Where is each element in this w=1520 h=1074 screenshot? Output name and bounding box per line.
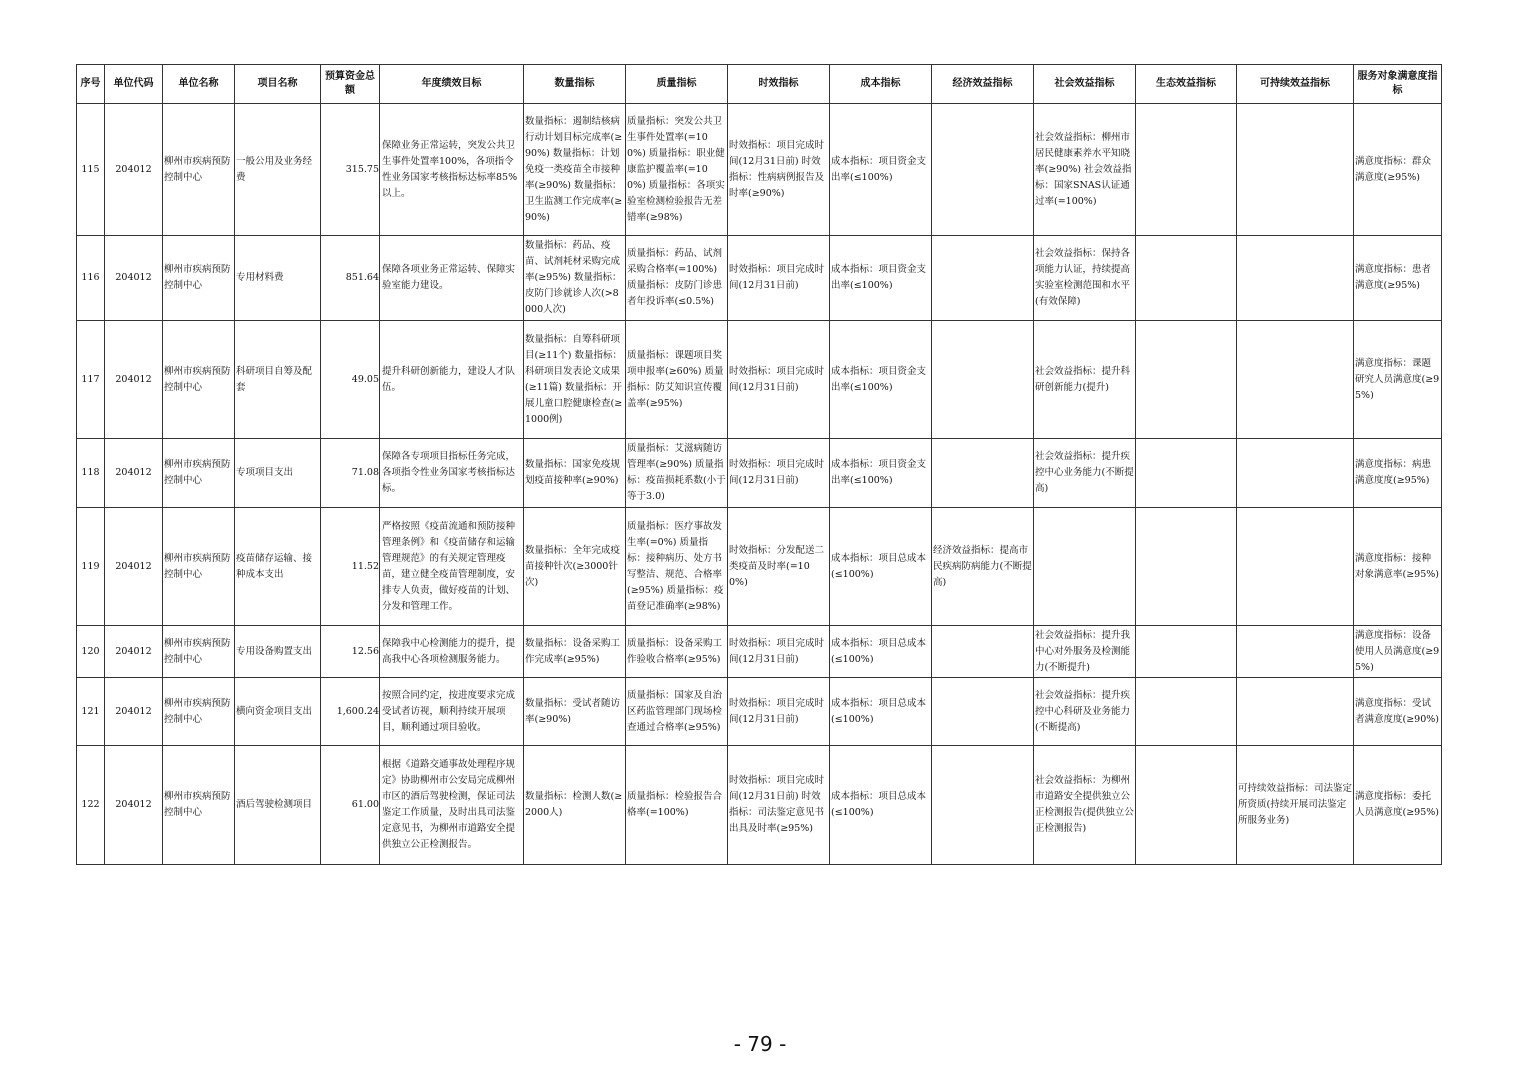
cell-cost: 成本指标：项目资金支出率(≤100%) xyxy=(830,321,932,439)
cell-unit-name: 柳州市疾病预防控制中心 xyxy=(163,321,235,439)
cell-social xyxy=(1034,508,1136,626)
cell-economic xyxy=(932,746,1034,865)
cell-seq: 118 xyxy=(77,439,105,508)
cell-ecological xyxy=(1136,678,1237,746)
cell-ecological xyxy=(1136,439,1237,508)
cell-seq: 117 xyxy=(77,321,105,439)
cell-social: 社会效益指标：柳州市居民健康素养水平知晓率(≥90%) 社会效益指标：国家SNAS认证通过率(=100%) xyxy=(1034,104,1136,236)
cell-satisfaction: 满意度指标：课题研究人员满意度(≥95%) xyxy=(1354,321,1442,439)
cell-unit-name: 柳州市疾病预防控制中心 xyxy=(163,626,235,678)
cell-timeliness: 时效指标：项目完成时间(12月31日前) 时效指标：司法鉴定意见书出具及时率(≥95%) xyxy=(728,746,830,865)
cell-cost: 成本指标：项目资金支出率(≤100%) xyxy=(830,439,932,508)
cell-project-name: 科研项目自筹及配套 xyxy=(235,321,321,439)
cell-social: 社会效益指标：提升科研创新能力(提升) xyxy=(1034,321,1136,439)
table-row xyxy=(77,678,1442,746)
cell-annual-goal: 保障业务正常运转，突发公共卫生事件处置率100%，各项指令性业务国家考核指标达标率85%以上。 xyxy=(380,104,524,236)
cell-satisfaction: 满意度指标：委托人员满意度(≥95%) xyxy=(1354,746,1442,865)
cell-sustainable: 可持续效益指标：司法鉴定所资质(持续开展司法鉴定所服务业务) xyxy=(1237,746,1354,865)
header-budget: 预算资金总额 xyxy=(321,65,380,104)
table-row xyxy=(77,626,1442,678)
cell-cost: 成本指标：项目资金支出率(≤100%) xyxy=(830,236,932,321)
cell-social: 社会效益指标：提升我中心对外服务及检测能力(不断提升) xyxy=(1034,626,1136,678)
cell-unit-code: 204012 xyxy=(105,508,163,626)
header-economic: 经济效益指标 xyxy=(932,65,1034,104)
cell-seq: 122 xyxy=(77,746,105,865)
cell-timeliness: 时效指标：项目完成时间(12月31日前) 时效指标：性病病例报告及时率(≥90%) xyxy=(728,104,830,236)
cell-social: 社会效益指标：提升疾控中心业务能力(不断提高) xyxy=(1034,439,1136,508)
cell-economic xyxy=(932,439,1034,508)
cell-budget: 315.75 xyxy=(321,104,380,236)
cell-ecological xyxy=(1136,746,1237,865)
cell-ecological xyxy=(1136,626,1237,678)
cell-quality: 质量指标：课题项目奖项申报率(≥60%) 质量指标：防艾知识宣传覆盖率(≥95%) xyxy=(626,321,728,439)
cell-quantity: 数量指标：国家免疫规划疫苗接种率(≥90%) xyxy=(524,439,626,508)
cell-timeliness: 时效指标：项目完成时间(12月31日前) xyxy=(728,321,830,439)
header-row xyxy=(77,65,1442,104)
header-timeliness: 时效指标 xyxy=(728,65,830,104)
cell-satisfaction: 满意度指标：设备使用人员满意度(≥95%) xyxy=(1354,626,1442,678)
cell-economic xyxy=(932,626,1034,678)
cell-sustainable xyxy=(1237,439,1354,508)
header-seq: 序号 xyxy=(77,65,105,104)
performance-table xyxy=(76,64,1442,865)
cell-economic: 经济效益指标：提高市民疾病防病能力(不断提高) xyxy=(932,508,1034,626)
cell-ecological xyxy=(1136,321,1237,439)
table-row xyxy=(77,236,1442,321)
cell-seq: 119 xyxy=(77,508,105,626)
cell-unit-code: 204012 xyxy=(105,626,163,678)
header-satisfaction: 服务对象满意度指标 xyxy=(1354,65,1442,104)
cell-budget: 49.05 xyxy=(321,321,380,439)
cell-quality: 质量指标：药品、试剂采购合格率(=100%) 质量指标：皮防门诊患者年投诉率(≤0.5%) xyxy=(626,236,728,321)
cell-annual-goal: 保障各专项项目指标任务完成，各项指令性业务国家考核指标达标。 xyxy=(380,439,524,508)
cell-unit-name: 柳州市疾病预防控制中心 xyxy=(163,439,235,508)
cell-sustainable xyxy=(1237,626,1354,678)
cell-seq: 120 xyxy=(77,626,105,678)
cell-sustainable xyxy=(1237,678,1354,746)
cell-satisfaction: 满意度指标：接种对象满意率(≥95%) xyxy=(1354,508,1442,626)
cell-unit-name: 柳州市疾病预防控制中心 xyxy=(163,746,235,865)
cell-seq: 116 xyxy=(77,236,105,321)
page-number: - 79 - xyxy=(733,1032,787,1056)
cell-quantity: 数量指标：自筹科研项目(≥11个) 数量指标：科研项目发表论文成果(≥11篇) 数量指标：开展儿童口腔健康检查(≥1000例) xyxy=(524,321,626,439)
cell-project-name: 横向资金项目支出 xyxy=(235,678,321,746)
cell-budget: 11.52 xyxy=(321,508,380,626)
cell-satisfaction: 满意度指标：受试者满意度度(≥90%) xyxy=(1354,678,1442,746)
cell-cost: 成本指标：项目总成本(≤100%) xyxy=(830,746,932,865)
cell-seq: 121 xyxy=(77,678,105,746)
cell-quantity: 数量指标：遏制结核病行动计划目标完成率(≥90%) 数量指标：计划免疫一类疫苗全市接种率(≥90%) 数量指标：卫生监测工作完成率(≥90%) xyxy=(524,104,626,236)
cell-unit-name: 柳州市疾病预防控制中心 xyxy=(163,104,235,236)
cell-seq: 115 xyxy=(77,104,105,236)
cell-budget: 851.64 xyxy=(321,236,380,321)
cell-quality: 质量指标：设备采购工作验收合格率(≥95%) xyxy=(626,626,728,678)
cell-ecological xyxy=(1136,508,1237,626)
cell-project-name: 专项项目支出 xyxy=(235,439,321,508)
cell-budget: 71.08 xyxy=(321,439,380,508)
table-row xyxy=(77,439,1442,508)
cell-budget: 1,600.24 xyxy=(321,678,380,746)
cell-unit-code: 204012 xyxy=(105,321,163,439)
table-row xyxy=(77,321,1442,439)
cell-economic xyxy=(932,321,1034,439)
cell-satisfaction: 满意度指标：患者满意度(≥95%) xyxy=(1354,236,1442,321)
cell-quantity: 数量指标：设备采购工作完成率(≥95%) xyxy=(524,626,626,678)
cell-annual-goal: 按照合同约定，按进度要求完成受试者访视，顺利持续开展项目，顺利通过项目验收。 xyxy=(380,678,524,746)
cell-cost: 成本指标：项目总成本(≤100%) xyxy=(830,626,932,678)
table-row xyxy=(77,508,1442,626)
header-ecological: 生态效益指标 xyxy=(1136,65,1237,104)
cell-satisfaction: 满意度指标：群众满意度(≥95%) xyxy=(1354,104,1442,236)
cell-project-name: 专用设备购置支出 xyxy=(235,626,321,678)
table-row xyxy=(77,746,1442,865)
cell-annual-goal: 根据《道路交通事故处理程序规定》协助柳州市公安局完成柳州市区的酒后驾驶检测，保证司法鉴定工作质量，及时出具司法鉴定意见书，为柳州市道路安全提供独立公正检测报告。 xyxy=(380,746,524,865)
cell-quality: 质量指标：突发公共卫生事件处置率(=100%) 质量指标：职业健康监护覆盖率(=100%) 质量指标：各项实验室检测检验报告无差错率(≥98%) xyxy=(626,104,728,236)
cell-social: 社会效益指标：为柳州市道路安全提供独立公正检测报告(提供独立公正检测报告) xyxy=(1034,746,1136,865)
cell-timeliness: 时效指标：项目完成时间(12月31日前) xyxy=(728,236,830,321)
cell-annual-goal: 保障我中心检测能力的提升，提高我中心各项检测服务能力。 xyxy=(380,626,524,678)
cell-unit-name: 柳州市疾病预防控制中心 xyxy=(163,508,235,626)
cell-quantity: 数量指标：受试者随访率(≥90%) xyxy=(524,678,626,746)
cell-annual-goal: 提升科研创新能力，建设人才队伍。 xyxy=(380,321,524,439)
cell-sustainable xyxy=(1237,104,1354,236)
cell-social: 社会效益指标：提升疾控中心科研及业务能力(不断提高) xyxy=(1034,678,1136,746)
cell-unit-name: 柳州市疾病预防控制中心 xyxy=(163,236,235,321)
table-row xyxy=(77,104,1442,236)
header-sustainable: 可持续效益指标 xyxy=(1237,65,1354,104)
cell-quality: 质量指标：艾滋病随访管理率(≥90%) 质量指标：疫苗损耗系数(小于等于3.0) xyxy=(626,439,728,508)
header-unit-code: 单位代码 xyxy=(105,65,163,104)
cell-timeliness: 时效指标：项目完成时间(12月31日前) xyxy=(728,678,830,746)
cell-sustainable xyxy=(1237,321,1354,439)
cell-quantity: 数量指标：药品、疫苗、试剂耗材采购完成率(≥95%) 数量指标：皮防门诊就诊人次(>8000人次) xyxy=(524,236,626,321)
header-quality: 质量指标 xyxy=(626,65,728,104)
cell-satisfaction: 满意度指标：病患满意度度(≥95%) xyxy=(1354,439,1442,508)
cell-unit-code: 204012 xyxy=(105,236,163,321)
cell-project-name: 酒后驾驶检测项目 xyxy=(235,746,321,865)
cell-quality: 质量指标：医疗事故发生率(=0%) 质量指标：接种病历、处方书写整洁、规范、合格率(≥95%) 质量指标：疫苗登记准确率(≥98%) xyxy=(626,508,728,626)
cell-project-name: 专用材料费 xyxy=(235,236,321,321)
cell-budget: 61.00 xyxy=(321,746,380,865)
cell-annual-goal: 严格按照《疫苗流通和预防接种管理条例》和《疫苗储存和运输管理规范》的有关规定管理疫苗，建立健全疫苗管理制度，安排专人负责，做好疫苗的计划、分发和管理工作。 xyxy=(380,508,524,626)
cell-timeliness: 时效指标：分发配送二类疫苗及时率(=100%) xyxy=(728,508,830,626)
cell-unit-code: 204012 xyxy=(105,746,163,865)
header-quantity: 数量指标 xyxy=(524,65,626,104)
cell-cost: 成本指标：项目总成本(≤100%) xyxy=(830,678,932,746)
cell-sustainable xyxy=(1237,508,1354,626)
cell-economic xyxy=(932,678,1034,746)
header-annual-goal: 年度绩效目标 xyxy=(380,65,524,104)
cell-ecological xyxy=(1136,236,1237,321)
cell-budget: 12.56 xyxy=(321,626,380,678)
cell-sustainable xyxy=(1237,236,1354,321)
cell-annual-goal: 保障各项业务正常运转、保障实验室能力建设。 xyxy=(380,236,524,321)
cell-social: 社会效益指标：保持各项能力认证，持续提高实验室检测范围和水平(有效保障) xyxy=(1034,236,1136,321)
header-cost: 成本指标 xyxy=(830,65,932,104)
header-project-name: 项目名称 xyxy=(235,65,321,104)
cell-timeliness: 时效指标：项目完成时间(12月31日前) xyxy=(728,439,830,508)
cell-unit-code: 204012 xyxy=(105,104,163,236)
cell-cost: 成本指标：项目资金支出率(≤100%) xyxy=(830,104,932,236)
cell-quality: 质量指标：国家及自治区药监管理部门现场检查通过合格率(≥95%) xyxy=(626,678,728,746)
header-unit-name: 单位名称 xyxy=(163,65,235,104)
cell-ecological xyxy=(1136,104,1237,236)
cell-economic xyxy=(932,236,1034,321)
cell-quantity: 数量指标：全年完成疫苗接种针次(≥3000针次) xyxy=(524,508,626,626)
cell-cost: 成本指标：项目总成本(≤100%) xyxy=(830,508,932,626)
cell-unit-code: 204012 xyxy=(105,678,163,746)
cell-unit-name: 柳州市疾病预防控制中心 xyxy=(163,678,235,746)
header-social: 社会效益指标 xyxy=(1034,65,1136,104)
cell-economic xyxy=(932,104,1034,236)
cell-unit-code: 204012 xyxy=(105,439,163,508)
cell-project-name: 一般公用及业务经费 xyxy=(235,104,321,236)
cell-project-name: 疫苗储存运输、接种成本支出 xyxy=(235,508,321,626)
cell-quality: 质量指标：检验报告合格率(=100%) xyxy=(626,746,728,865)
cell-quantity: 数量指标：检测人数(≥2000人) xyxy=(524,746,626,865)
cell-timeliness: 时效指标：项目完成时间(12月31日前) xyxy=(728,626,830,678)
